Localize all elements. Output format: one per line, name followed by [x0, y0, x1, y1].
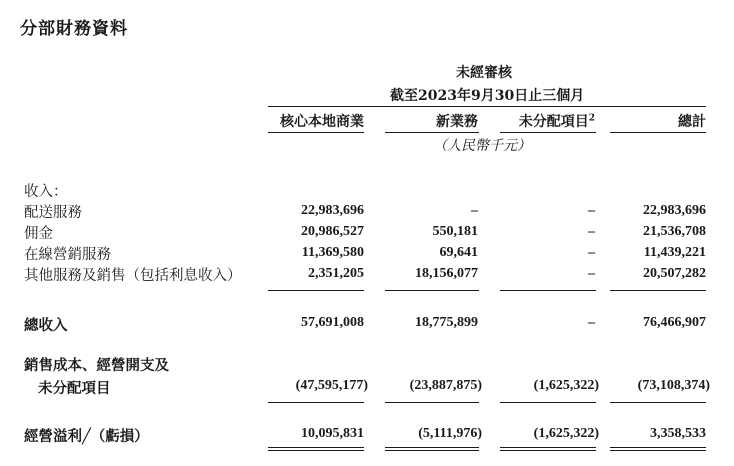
cell-value: 3,358,533 — [650, 426, 706, 441]
cell-value: – — [588, 203, 595, 218]
period-heading: 截至2023年9月30日止三個月 — [390, 88, 585, 104]
cell-value: – — [588, 266, 595, 281]
subtotal-rule — [610, 290, 706, 291]
row-label: 經營溢利╱（虧損） — [24, 428, 149, 445]
cell-value: 57,691,008 — [301, 315, 364, 330]
cell-value: 11,369,580 — [301, 245, 364, 260]
audit-status: 未經審核 — [456, 65, 512, 81]
cell-value: 550,181 — [432, 224, 478, 239]
subtotal-rule — [385, 290, 479, 291]
subtotal-rule — [500, 402, 596, 403]
cell-value: – — [588, 245, 595, 260]
double-rule-bottom — [385, 450, 479, 451]
cell-value: 20,507,282 — [643, 266, 706, 281]
cell-value: – — [588, 315, 595, 330]
cell-value: – — [471, 203, 478, 218]
cell-value: 18,775,899 — [415, 315, 478, 330]
period-underline — [268, 106, 706, 107]
row-label: 其他服務及銷售（包括利息收入） — [24, 268, 242, 284]
page-title: 分部財務資料 — [20, 19, 128, 39]
subtotal-rule — [268, 290, 364, 291]
revenue-heading: 收入： — [24, 184, 68, 200]
col-header-unallocated-label: 未分配項目 — [518, 114, 589, 130]
currency-unit: （人民幣千元） — [433, 138, 531, 154]
double-rule-top — [500, 447, 596, 448]
cell-value: 2,351,205 — [308, 266, 364, 281]
row-label-continued: 未分配項目 — [38, 380, 111, 397]
row-label: 佣金 — [24, 226, 53, 242]
cell-value: 10,095,831 — [301, 426, 364, 441]
subtotal-rule — [610, 402, 706, 403]
cell-value: (47,595,177) — [295, 378, 368, 393]
double-rule-top — [385, 447, 479, 448]
double-rule-bottom — [500, 450, 596, 451]
row-label: 配送服務 — [24, 205, 82, 221]
col4-header-rule — [610, 132, 706, 133]
row-label: 總收入 — [24, 317, 68, 334]
cell-value: (1,625,322) — [533, 426, 599, 441]
double-rule-bottom — [610, 450, 706, 451]
col-header-core-local: 核心本地商業 — [280, 114, 364, 130]
double-rule-bottom — [268, 450, 364, 451]
cell-value: (73,108,374) — [637, 378, 710, 393]
col-header-new-initiatives: 新業務 — [436, 114, 478, 130]
row-label: 銷售成本、經營開支及 — [24, 357, 169, 374]
double-rule-top — [268, 447, 364, 448]
subtotal-rule — [385, 402, 479, 403]
cell-value: (5,111,976) — [418, 426, 482, 441]
col1-header-rule — [268, 132, 364, 133]
cell-value: 20,986,527 — [301, 224, 364, 239]
col-header-unallocated — [519, 111, 595, 131]
cell-value: 69,641 — [439, 245, 478, 260]
cell-value: (23,887,875) — [409, 378, 482, 393]
row-label: 在線營銷服務 — [24, 247, 111, 263]
cell-value: 18,156,077 — [415, 266, 478, 281]
col3-header-rule — [500, 132, 596, 133]
col2-header-rule — [385, 132, 479, 133]
double-rule-top — [610, 447, 706, 448]
cell-value: 22,983,696 — [643, 203, 706, 218]
cell-value: 76,466,907 — [643, 315, 706, 330]
cell-value: – — [588, 224, 595, 239]
subtotal-rule — [500, 290, 596, 291]
col-header-total: 總計 — [678, 114, 706, 130]
subtotal-rule — [268, 402, 364, 403]
cell-value: 21,536,708 — [643, 224, 706, 239]
cell-value: 11,439,221 — [643, 245, 706, 260]
cell-value: 22,983,696 — [301, 203, 364, 218]
footnote-mark: 2 — [588, 113, 595, 124]
cell-value: (1,625,322) — [533, 378, 599, 393]
